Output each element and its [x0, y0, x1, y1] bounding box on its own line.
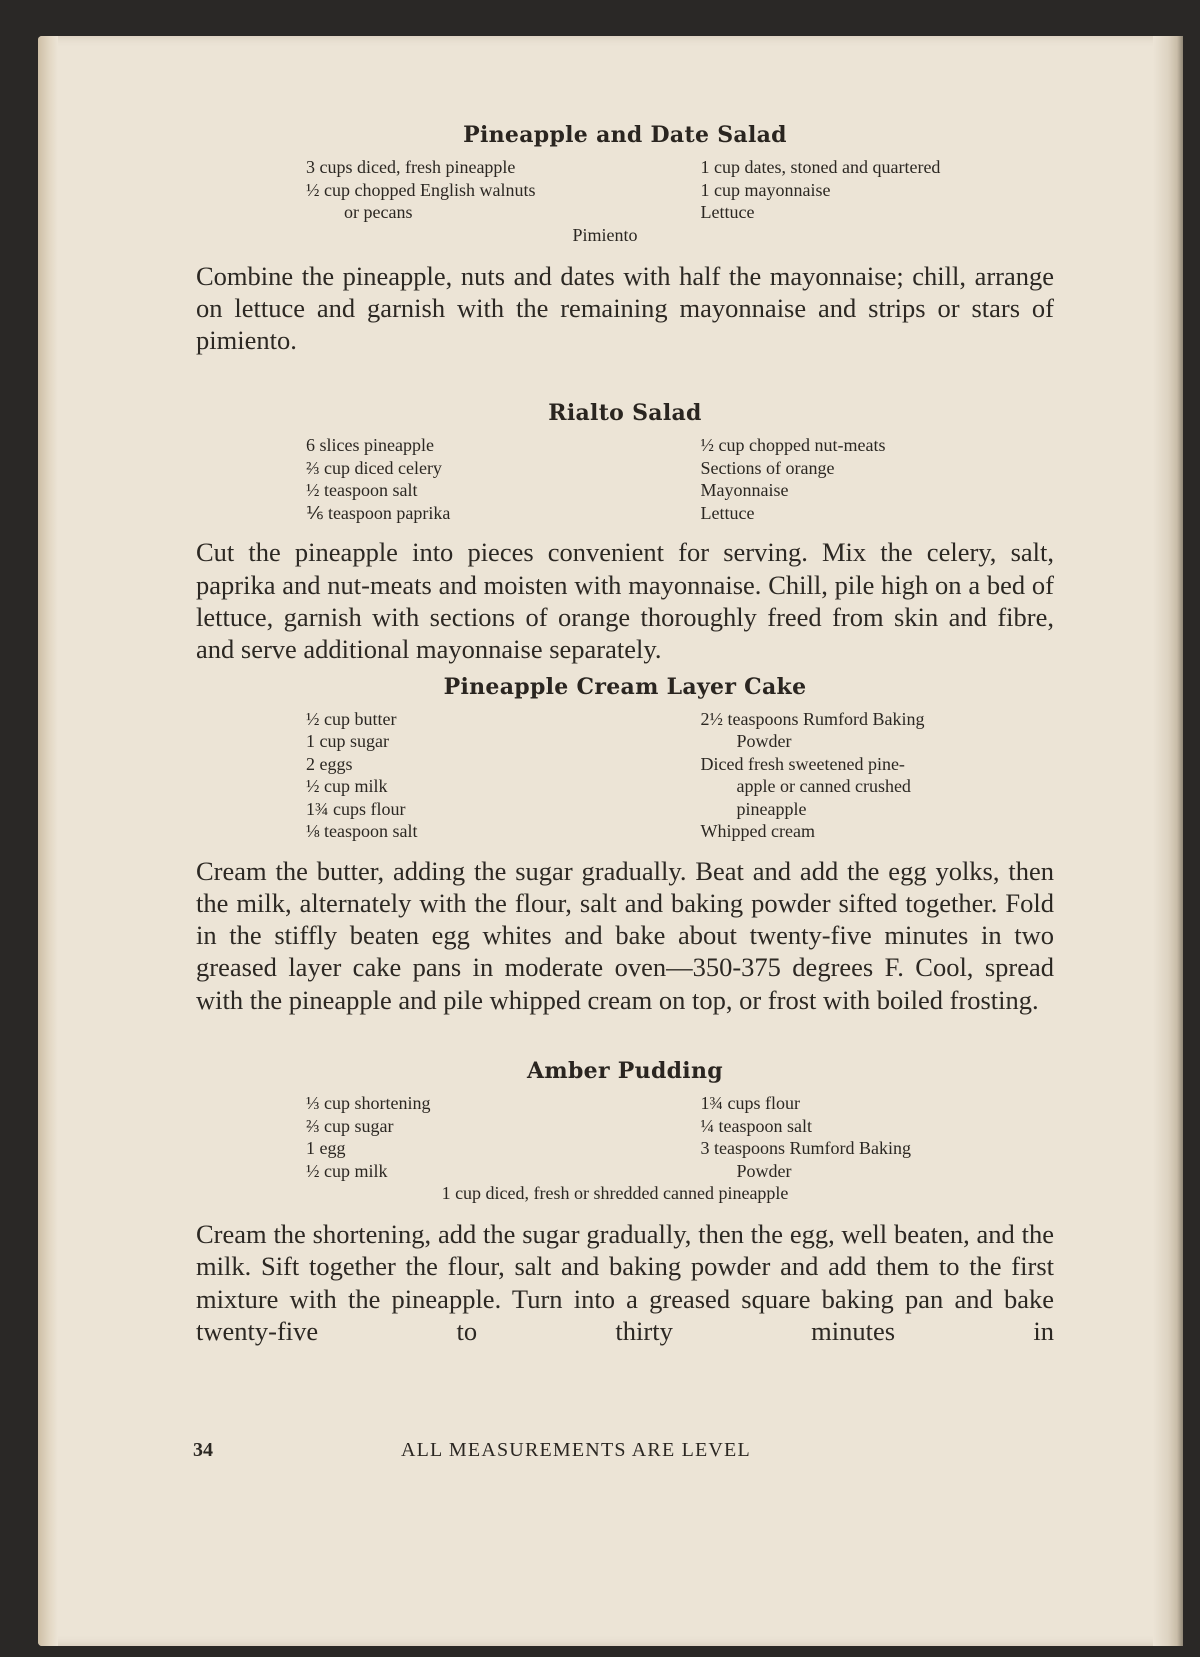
ingredient-centered: Pimiento [572, 224, 638, 245]
ingredient: Lettuce [700, 502, 755, 523]
ingredient: 1¾ cups flour [306, 798, 406, 819]
ingredient: or pecans [344, 202, 413, 222]
recipe-title: Pineapple Cream Layer Cake [443, 673, 807, 700]
ingredient: Powder [736, 731, 792, 752]
ingredient: Whipped cream [700, 821, 815, 842]
ingredient: 3 teaspoons Rumford Baking [700, 1138, 911, 1159]
ingredient: 2½ teaspoons Rumford Baking [700, 708, 925, 729]
recipe-method: Combine the pineapple, nuts and dates with half the mayonnaise; chill, arrange on lettuce and garnish with the remaining mayonnaise and strips or stars of pimiento. [196, 260, 1054, 356]
ingredient: ½ teaspoon salt [306, 480, 418, 501]
ingredient: 1 cup sugar [306, 731, 389, 752]
book-page [38, 36, 1183, 1646]
ingredient: ⅛ teaspoon salt [306, 821, 418, 842]
ingredient-list [306, 1092, 1026, 1182]
ingredient: Lettuce [700, 202, 755, 222]
ingredient: Powder [736, 1160, 792, 1181]
page-edge [38, 36, 58, 1646]
footer-note: ALL MEASUREMENTS ARE LEVEL [401, 1439, 751, 1461]
ingredient: 1 egg [306, 1138, 346, 1159]
ingredient: 6 slices pineapple [306, 435, 434, 456]
page-content [196, 122, 1054, 1347]
recipe-title: Amber Pudding [527, 1058, 723, 1085]
ingredient: ⅙ teaspoon paprika [306, 502, 451, 523]
recipe-method: Cut the pineapple into pieces convenient for serving. Mix the celery, salt, paprika and nut-meats and moisten with mayonnaise. Chill, pile high on a bed of lettuce, garnish with sections of orange thoroughly freed from skin and fibre, and serve additional mayonnaise separately. [196, 537, 1054, 665]
recipe-rialto-salad [196, 400, 1054, 665]
ingredient: ½ cup chopped English walnuts [306, 179, 536, 200]
ingredient: Sections of orange [700, 457, 835, 478]
recipe-method: Cream the butter, adding the sugar gradually. Beat and add the egg yolks, then the milk, alternately with the flour, salt and baking powder sifted together. Fold in the stiffly beaten egg whites and bake about twenty-five minutes in two greased layer cake pans in moderate oven—350-375 degrees F. Cool, spread with the pineapple and pile whipped cream on top, or frost with boiled frosting. [196, 855, 1054, 1015]
ingredient: 2 eggs [306, 753, 353, 774]
ingredient: 1 cup dates, stoned and quartered [700, 157, 941, 177]
ingredient-list [306, 434, 1026, 524]
ingredient: pineapple [736, 798, 807, 819]
ingredient: ⅓ cup shortening [306, 1093, 431, 1114]
ingredient: 3 cups diced, fresh pineapple [306, 157, 516, 177]
recipe-title: Pineapple and Date Salad [463, 122, 787, 148]
recipe-pineapple-date-salad [196, 122, 1054, 356]
recipe-method: Cream the shortening, add the sugar gradually, then the egg, well beaten, and the milk. Sift together the flour, salt and baking powder and add them to the first mixture with the pineapple. Turn into a greased square baking pan and bake twenty-five to thirty minutes in [196, 1219, 1054, 1346]
recipe-amber-pudding [196, 1058, 1054, 1347]
page-gutter [1153, 36, 1183, 1646]
ingredient: ½ cup chopped nut-meats [700, 435, 886, 456]
page-number: 34 [193, 1439, 213, 1461]
ingredient: ½ cup milk [306, 776, 388, 797]
ingredient-list [306, 156, 1026, 224]
recipe-title: Rialto Salad [548, 400, 702, 427]
ingredient: Diced fresh sweetened pine- [700, 753, 905, 774]
ingredient: ½ cup butter [306, 708, 397, 729]
ingredient: 1¾ cups flour [700, 1093, 800, 1114]
ingredient: 1 cup mayonnaise [700, 179, 831, 200]
ingredient-list [306, 708, 1026, 843]
ingredient: ½ cup milk [306, 1160, 388, 1181]
ingredient: ⅔ cup sugar [306, 1115, 394, 1136]
recipe-pineapple-cream-layer-cake [196, 674, 1054, 1016]
ingredient: ¼ teaspoon salt [700, 1115, 812, 1136]
ingredient: apple or canned crushed [736, 776, 911, 797]
ingredient: Mayonnaise [700, 480, 789, 501]
ingredient-centered: 1 cup diced, fresh or shredded canned pineapple [441, 1183, 789, 1204]
ingredient: ⅔ cup diced celery [306, 457, 442, 478]
